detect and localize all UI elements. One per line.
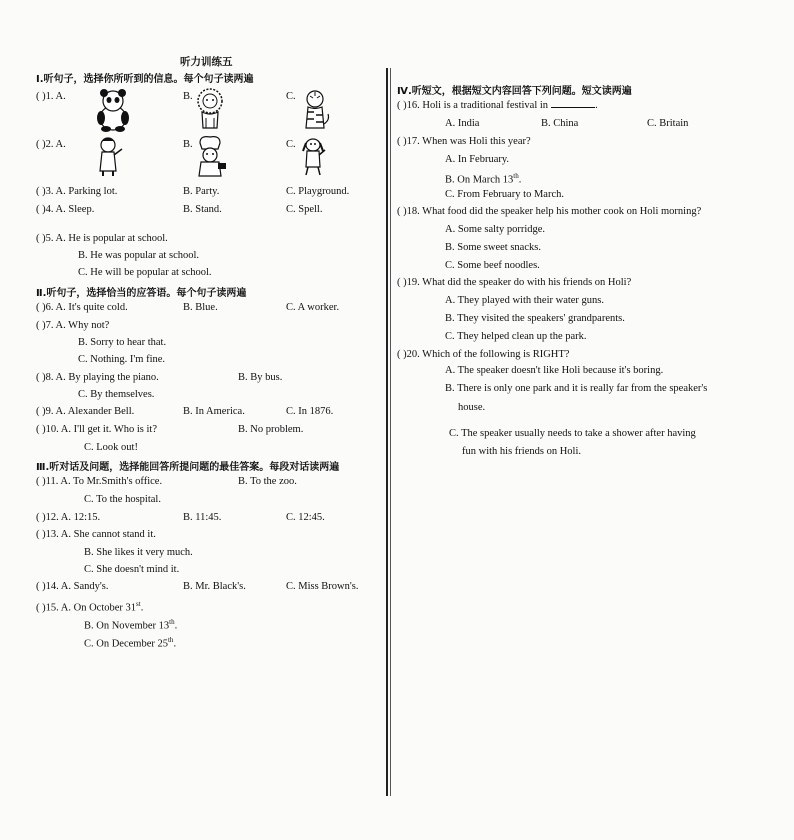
q10-option-b: B. No problem.	[238, 424, 304, 435]
q18-option-c: C. Some beef noodles.	[445, 260, 540, 271]
panda-icon	[92, 88, 134, 132]
q13-option-c: C. She doesn't mind it.	[84, 564, 180, 575]
q2-option-b: B.	[183, 139, 193, 150]
q11-stem: ( )11. A. To Mr.Smith's office.	[36, 476, 163, 487]
section-2-heading: Ⅱ.听句子，选择恰当的应答语。每个句子读两遍	[36, 288, 247, 299]
q14-option-c: C. Miss Brown's.	[286, 581, 359, 592]
q11-option-b: B. To the zoo.	[238, 476, 297, 487]
q15-option-b: B. On November 13th.	[84, 618, 178, 632]
q15-option-c: C. On December 25th.	[84, 636, 177, 650]
chef-icon	[192, 135, 228, 177]
q20-option-b-line2: house.	[458, 402, 486, 413]
q13-stem: ( )13. A. She cannot stand it.	[36, 529, 156, 540]
q10-option-c: C. Look out!	[84, 442, 138, 453]
q12-option-b: B. 11:45.	[183, 512, 222, 523]
q14-option-b: B. Mr. Black's.	[183, 581, 246, 592]
q6-stem: ( )6. A. It's quite cold.	[36, 302, 128, 313]
q17-option-c: C. From February to March.	[445, 189, 564, 200]
q20-option-c-line1: C. The speaker usually needs to take a shower after having	[449, 428, 696, 439]
boy-eating-icon	[94, 135, 126, 177]
q13-option-b: B. She likes it very much.	[84, 547, 193, 558]
q6-option-c: C. A worker.	[286, 302, 340, 313]
lion-icon	[192, 88, 228, 132]
q2-stem: ( )2. A.	[36, 139, 66, 150]
q16-option-a: A. India	[445, 118, 480, 129]
q7-option-b: B. Sorry to hear that.	[78, 337, 167, 348]
dog-icon	[298, 135, 328, 177]
q4-option-b: B. Stand.	[183, 204, 222, 215]
q16-option-c: C. Britain	[647, 118, 689, 129]
q9-option-c: C. In 1876.	[286, 406, 334, 417]
q14-stem: ( )14. A. Sandy's.	[36, 581, 109, 592]
q7-option-c: C. Nothing. I'm fine.	[78, 354, 166, 365]
q9-stem: ( )9. A. Alexander Bell.	[36, 406, 135, 417]
q17-stem: ( )17. When was Holi this year?	[397, 136, 531, 147]
q17-option-b: B. On March 13th.	[445, 172, 522, 186]
q1-option-c: C.	[286, 91, 296, 102]
q11-option-c: C. To the hospital.	[84, 494, 161, 505]
q19-option-b: B. They visited the speakers' grandparents.	[445, 313, 625, 324]
section-4-heading: Ⅳ.听短文，根据短文内容回答下列问题。短文读两遍	[397, 86, 632, 97]
q3-option-c: C. Playground.	[286, 186, 350, 197]
q20-stem: ( )20. Which of the following is RIGHT?	[397, 349, 570, 360]
q12-stem: ( )12. A. 12:15.	[36, 512, 101, 523]
q16-option-b: B. China	[541, 118, 579, 129]
q18-option-b: B. Some sweet snacks.	[445, 242, 541, 253]
q5-stem: ( )5. A. He is popular at school.	[36, 233, 168, 244]
page-title: 听力训练五	[180, 56, 233, 68]
column-divider-inner	[390, 68, 391, 796]
q16-stem: ( )16. Holi is a traditional festival in .	[397, 100, 598, 111]
q6-option-b: B. Blue.	[183, 302, 218, 313]
q1-option-b: B.	[183, 91, 193, 102]
q4-stem: ( )4. A. Sleep.	[36, 204, 95, 215]
q19-option-c: C. They helped clean up the park.	[445, 331, 587, 342]
q3-stem: ( )3. A. Parking lot.	[36, 186, 118, 197]
q12-option-c: C. 12:45.	[286, 512, 325, 523]
q18-option-a: A. Some salty porridge.	[445, 224, 546, 235]
q20-option-b-line1: B. There is only one park and it is really far from the speaker's	[445, 383, 708, 394]
section-1-heading: Ⅰ.听句子，选择你所听到的信息。每个句子读两遍	[36, 74, 254, 85]
q5-option-c: C. He will be popular at school.	[78, 267, 212, 278]
section-3-heading: Ⅲ.听对话及问题，选择能回答所提问题的最佳答案。每段对话读两遍	[36, 462, 340, 473]
q8-option-b: B. By bus.	[238, 372, 283, 383]
q1-stem: ( )1. A.	[36, 91, 66, 102]
q9-option-b: B. In America.	[183, 406, 245, 417]
q16-answer-blank	[551, 107, 595, 108]
column-divider	[386, 68, 388, 796]
q19-stem: ( )19. What did the speaker do with his friends on Holi?	[397, 277, 632, 288]
q18-stem: ( )18. What food did the speaker help his mother cook on Holi morning?	[397, 206, 702, 217]
q3-option-b: B. Party.	[183, 186, 220, 197]
q8-option-c: C. By themselves.	[78, 389, 155, 400]
q15-stem: ( )15. A. On October 31st.	[36, 600, 144, 614]
q4-option-c: C. Spell.	[286, 204, 323, 215]
q2-option-c: C.	[286, 139, 296, 150]
tiger-icon	[298, 88, 332, 132]
q10-stem: ( )10. A. I'll get it. Who is it?	[36, 424, 157, 435]
q17-option-a: A. In February.	[445, 154, 510, 165]
q5-option-b: B. He was popular at school.	[78, 250, 200, 261]
q8-stem: ( )8. A. By playing the piano.	[36, 372, 159, 383]
q20-option-a: A. The speaker doesn't like Holi because it's boring.	[445, 365, 664, 376]
q20-option-c-line2: fun with his friends on Holi.	[462, 446, 581, 457]
q19-option-a: A. They played with their water guns.	[445, 295, 605, 306]
q7-stem: ( )7. A. Why not?	[36, 320, 110, 331]
